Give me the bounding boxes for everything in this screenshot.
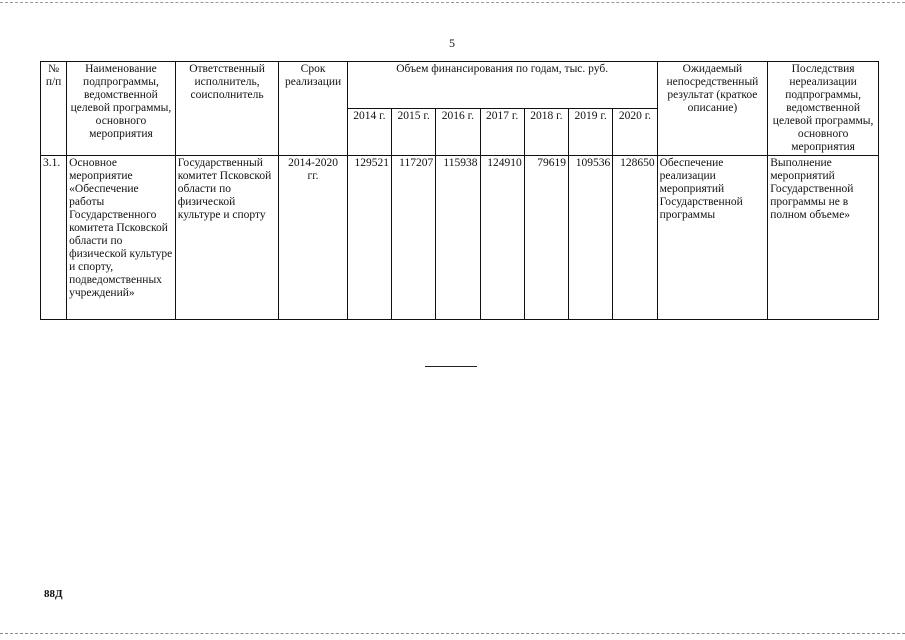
cell-responsible: Государственный комитет Псковской области по физической культуре и спорту [175, 156, 279, 320]
header-term: Срок реализации [279, 62, 347, 156]
header-year: 2015 г. [392, 109, 436, 156]
table-row [41, 156, 879, 320]
cell-num: 3.1. [41, 156, 67, 320]
cell-value-2020: 128650 [613, 156, 657, 320]
cell-value-2019: 109536 [569, 156, 613, 320]
header-name: Наименование подпрограммы, ведомственной целевой программы, основного мероприятия [67, 62, 176, 156]
header-responsible: Ответственный исполнитель, соисполнитель [175, 62, 279, 156]
footer-code: 88Д [44, 588, 63, 600]
cell-value-2014: 129521 [347, 156, 391, 320]
header-year: 2017 г. [480, 109, 524, 156]
cell-value-2016: 115938 [436, 156, 480, 320]
header-row-1 [41, 62, 879, 109]
page-number: 5 [449, 36, 455, 50]
cell-consequences: Выполнение мероприятий Государственной программы не в полном объеме» [768, 156, 879, 320]
header-expected: Ожидаемый непосредственный результат (краткое описание) [657, 62, 768, 156]
header-consequences: Последствия нереализации подпрограммы, ведомственной целевой программы, основного мероприятия [768, 62, 879, 156]
cell-name: Основное мероприятие «Обеспечение работы Государственного комитета Псковской области по физической культуре и спорту, подведомственных учреждений» [67, 156, 176, 320]
cell-term: 2014-2020 гг. [279, 156, 347, 320]
header-year: 2018 г. [524, 109, 568, 156]
cell-value-2017: 124910 [480, 156, 524, 320]
header-year: 2014 г. [347, 109, 391, 156]
scan-edge-top [0, 2, 905, 3]
header-year: 2016 г. [436, 109, 480, 156]
cell-value-2018: 79619 [524, 156, 568, 320]
scan-edge-bottom [0, 633, 905, 634]
financing-table [40, 61, 879, 320]
separator-line [425, 366, 477, 367]
header-year: 2020 г. [613, 109, 657, 156]
header-num: № п/п [41, 62, 67, 156]
cell-expected: Обеспечение реализации мероприятий Государственной программы [657, 156, 768, 320]
cell-value-2015: 117207 [392, 156, 436, 320]
header-year: 2019 г. [569, 109, 613, 156]
header-financing-group: Объем финансирования по годам, тыс. руб. [347, 62, 657, 109]
